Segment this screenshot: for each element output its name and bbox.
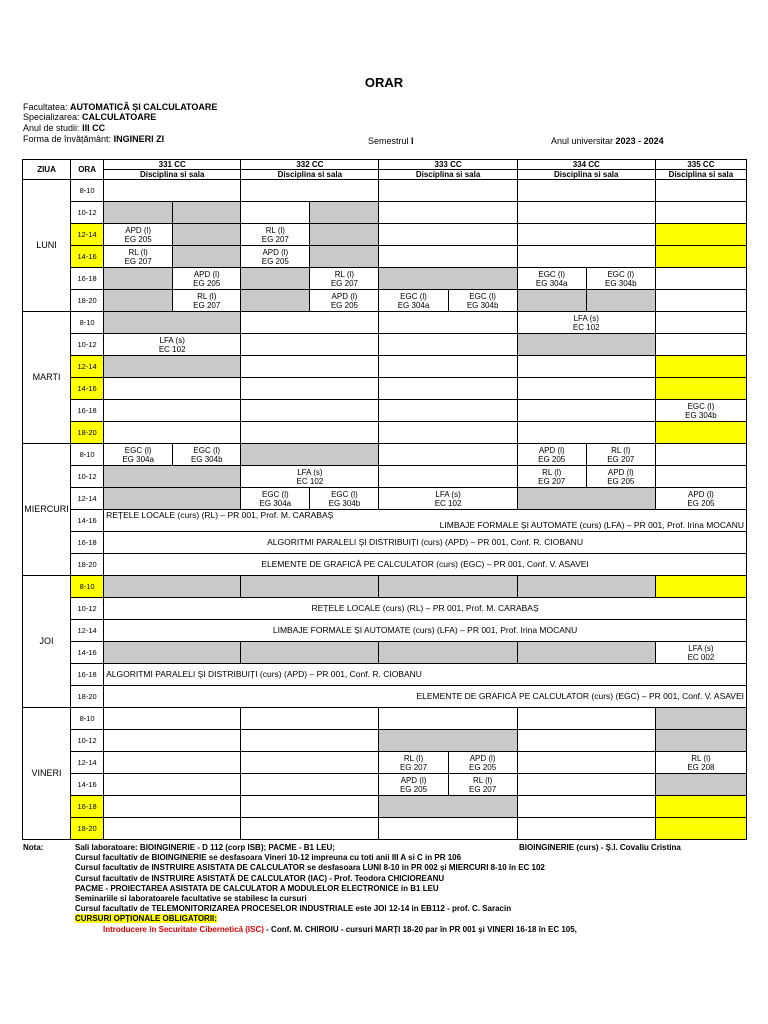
course-split: REȚELE LOCALE (curs) (RL) – PR 001, Prof. M. CARABAȘ LIMBAJE FORMALE ȘI AUTOMATE (curs) (LFA) – PR 001, Prof. Irina MOCANU	[106, 510, 744, 530]
slot-cell: EGC (l) EG 304b	[655, 400, 746, 422]
slot-cell	[517, 422, 655, 444]
slot-cell	[379, 576, 517, 598]
table-row	[23, 312, 747, 334]
slot-cell	[517, 378, 655, 400]
slot-cell	[517, 576, 655, 598]
slot-cell	[517, 708, 655, 730]
note-line: Cursul facultativ de INSTRUIRE ASISTATA DE CALCULATOR se desfasoara LUNI 8-10 in PR 002 și MIERCURI 8-10 în EC 102	[75, 863, 545, 873]
hour-cell: 10-12	[71, 730, 104, 752]
slot-cell	[104, 422, 241, 444]
meta-semestru: Semestrul I	[368, 136, 414, 146]
slot-cell	[517, 642, 655, 664]
header-group: 334 CC	[517, 160, 655, 170]
hour-cell: 18-20	[71, 554, 104, 576]
slot-cell: EGC (l) EG 304a	[241, 488, 310, 510]
slot-cell	[517, 488, 655, 510]
table-row	[23, 818, 747, 840]
slot-cell	[379, 224, 517, 246]
table-row	[23, 532, 747, 554]
course-cell: ALGORITMI PARALELI ȘI DISTRIBUIȚI (curs) (APD) – PR 001, Conf. R. CIOBANU	[104, 664, 747, 686]
header-group: 331 CC	[104, 160, 241, 170]
slot-cell	[586, 290, 655, 312]
slot-cell	[655, 576, 746, 598]
slot-cell	[104, 400, 241, 422]
table-row	[23, 180, 747, 202]
slot-cell	[655, 796, 746, 818]
slot-cell	[655, 730, 746, 752]
slot-cell	[379, 444, 517, 466]
day-label: JOI	[23, 576, 71, 708]
hour-cell: 12-14	[71, 620, 104, 642]
slot-cell	[104, 268, 173, 290]
slot-cell	[104, 818, 241, 840]
slot-cell	[517, 730, 655, 752]
table-row	[23, 554, 747, 576]
slot-cell	[655, 708, 746, 730]
slot-cell: EGC (l) EG 304b	[173, 444, 241, 466]
hour-cell: 10-12	[71, 466, 104, 488]
slot-cell	[379, 334, 517, 356]
slot-cell	[655, 444, 746, 466]
hour-cell: 12-14	[71, 356, 104, 378]
meta-anul: Anul de studii: III CC	[23, 123, 106, 133]
hour-cell: 16-18	[71, 268, 104, 290]
slot-cell	[241, 312, 379, 334]
note-line: Cursul facultativ de INSTRUIRE ASISTATĂ DE CALCULATOR (IAC) - Prof. Teodora CHICIOREANU	[75, 873, 445, 883]
page-title: ORAR	[364, 75, 404, 90]
notes-label: Nota:	[23, 843, 44, 852]
slot-cell: RL (l) EG 207	[173, 290, 241, 312]
slot-cell	[655, 180, 746, 202]
slot-cell: RL (l) EG 207	[310, 268, 379, 290]
slot-cell: APD (l) EG 205	[173, 268, 241, 290]
slot-cell	[104, 312, 241, 334]
slot-cell	[379, 818, 517, 840]
slot-cell	[104, 708, 241, 730]
slot-cell: RL (l) EG 207	[379, 752, 448, 774]
slot-cell	[655, 422, 746, 444]
table-row	[23, 466, 747, 488]
table-row	[23, 290, 747, 312]
slot-cell	[517, 224, 655, 246]
slot-cell	[241, 180, 379, 202]
hour-cell: 10-12	[71, 202, 104, 224]
slot-cell: LFA (s) EC 102	[241, 466, 379, 488]
notes-lines	[75, 843, 715, 935]
slot-cell	[241, 642, 379, 664]
slot-cell	[104, 752, 241, 774]
slot-cell	[173, 224, 241, 246]
table-row	[23, 246, 747, 268]
table-row	[23, 356, 747, 378]
hour-cell: 16-18	[71, 796, 104, 818]
hour-cell: 8-10	[71, 444, 104, 466]
hour-cell: 10-12	[71, 334, 104, 356]
table-row	[23, 444, 747, 466]
notes-right: BIOINGINERIE (curs) - Ș.l. Covaliu Cristina	[519, 843, 681, 852]
optional-title: CURSURI OPȚIONALE OBLIGATORII:	[75, 914, 217, 924]
note-line: Seminariile si laboratoarele facultative se stabilesc la cursuri	[75, 894, 307, 904]
slot-cell	[241, 796, 379, 818]
slot-cell	[241, 334, 379, 356]
day-label: MARTI	[23, 312, 71, 444]
course-cell: ELEMENTE DE GRAFICĂ PE CALCULATOR (curs) (EGC) – PR 001, Conf. V. ASAVEI	[104, 686, 747, 708]
slot-cell	[104, 642, 241, 664]
slot-cell: RL (l) EG 207	[448, 774, 517, 796]
table-row	[23, 686, 747, 708]
hour-cell: 8-10	[71, 708, 104, 730]
hour-cell: 8-10	[71, 180, 104, 202]
note-line: Cursul facultativ de TELEMONITORIZAREA PROCESELOR INDUSTRIALE este JOI 12-14 in EB112 - prof. C. Saracin	[75, 904, 512, 914]
slot-cell	[104, 290, 173, 312]
hour-cell: 18-20	[71, 686, 104, 708]
slot-cell: APD (l) EG 205	[241, 246, 310, 268]
slot-cell	[104, 466, 241, 488]
slot-cell: APD (l) EG 205	[517, 444, 586, 466]
slot-cell	[241, 576, 379, 598]
slot-cell: APD (l) EG 205	[655, 488, 746, 510]
slot-cell	[173, 202, 241, 224]
slot-cell	[241, 774, 379, 796]
course-cell: LIMBAJE FORMALE ȘI AUTOMATE (curs) (LFA) – PR 001, Prof. Irina MOCANU	[104, 620, 747, 642]
header-row-groups	[23, 160, 747, 170]
table-row	[23, 400, 747, 422]
day-label: VINERI	[23, 708, 71, 840]
header-sub: Disciplina si sala	[104, 170, 241, 180]
slot-cell	[517, 180, 655, 202]
slot-cell	[379, 180, 517, 202]
table-row	[23, 334, 747, 356]
slot-cell: LFA (s) EC 102	[517, 312, 655, 334]
table-row	[23, 774, 747, 796]
slot-cell	[517, 818, 655, 840]
slot-cell: APD (l) EG 205	[104, 224, 173, 246]
slot-cell: RL (l) EG 207	[586, 444, 655, 466]
slot-cell	[379, 312, 517, 334]
slot-cell	[241, 818, 379, 840]
slot-cell	[655, 818, 746, 840]
timetable-grid	[22, 159, 747, 840]
slot-cell	[379, 796, 517, 818]
table-row	[23, 488, 747, 510]
slot-cell	[104, 180, 241, 202]
slot-cell	[241, 752, 379, 774]
slot-cell	[517, 246, 655, 268]
slot-cell: APD (l) EG 205	[379, 774, 448, 796]
slot-cell	[655, 356, 746, 378]
slot-cell	[104, 202, 173, 224]
header-sub: Disciplina si sala	[379, 170, 517, 180]
hour-cell: 18-20	[71, 422, 104, 444]
table-row	[23, 664, 747, 686]
slot-cell: RL (l) EG 207	[104, 246, 173, 268]
header-sub: Disciplina si sala	[655, 170, 746, 180]
slot-cell	[104, 356, 241, 378]
table-row	[23, 576, 747, 598]
slot-cell	[655, 774, 746, 796]
hour-cell: 16-18	[71, 532, 104, 554]
hour-cell: 16-18	[71, 664, 104, 686]
table-row	[23, 268, 747, 290]
slot-cell	[655, 466, 746, 488]
slot-cell	[517, 356, 655, 378]
slot-cell	[655, 290, 746, 312]
slot-cell	[655, 334, 746, 356]
slot-cell: EGC (l) EG 304a	[517, 268, 586, 290]
header-group: 332 CC	[241, 160, 379, 170]
slot-cell	[517, 752, 655, 774]
slot-cell	[379, 268, 517, 290]
slot-cell	[379, 642, 517, 664]
slot-cell	[241, 422, 379, 444]
course-cell: ELEMENTE DE GRAFICĂ PE CALCULATOR (curs) (EGC) – PR 001, Conf. V. ASAVEI	[104, 554, 747, 576]
hour-cell: 16-18	[71, 400, 104, 422]
slot-cell	[379, 422, 517, 444]
table-row	[23, 730, 747, 752]
table-row	[23, 752, 747, 774]
slot-cell	[104, 774, 241, 796]
slot-cell	[173, 246, 241, 268]
hour-cell: 14-16	[71, 246, 104, 268]
day-label: MIERCURI	[23, 444, 71, 576]
day-label: LUNI	[23, 180, 71, 312]
table-row	[23, 796, 747, 818]
slot-cell	[104, 730, 241, 752]
meta-specializarea: Specializarea: CALCULATOARE	[23, 112, 157, 122]
slot-cell: EGC (l) EG 304a	[104, 444, 173, 466]
slot-cell	[104, 576, 241, 598]
meta-facultatea: Facultatea: AUTOMATICĂ ȘI CALCULATOARE	[23, 102, 218, 112]
slot-cell	[310, 224, 379, 246]
hour-cell: 18-20	[71, 290, 104, 312]
header-row-sub	[23, 170, 747, 180]
header-ora: ORA	[71, 160, 104, 180]
slot-cell	[517, 334, 655, 356]
slot-cell	[655, 268, 746, 290]
hour-cell: 12-14	[71, 488, 104, 510]
hour-cell: 14-16	[71, 510, 104, 532]
header-sub: Disciplina si sala	[241, 170, 379, 180]
note-line: Sali laboratoare: BIOINGINERIE - D 112 (corp ISB); PACME - B1 LEU;	[75, 843, 335, 852]
meta-anul-universitar: Anul universitar 2023 - 2024	[551, 136, 664, 146]
hour-cell: 14-16	[71, 642, 104, 664]
slot-cell: LFA (s) EC 002	[655, 642, 746, 664]
table-row	[23, 708, 747, 730]
slot-cell	[104, 488, 241, 510]
slot-cell	[517, 796, 655, 818]
table-row	[23, 510, 747, 532]
slot-cell	[517, 202, 655, 224]
course-cell: REȚELE LOCALE (curs) (RL) – PR 001, Prof. M. CARABAȘ	[104, 598, 747, 620]
hour-cell: 8-10	[71, 312, 104, 334]
hour-cell: 10-12	[71, 598, 104, 620]
slot-cell	[104, 796, 241, 818]
slot-cell	[241, 290, 310, 312]
slot-cell	[241, 202, 310, 224]
table-row	[23, 378, 747, 400]
hour-cell: 14-16	[71, 378, 104, 400]
course-cell: ALGORITMI PARALELI ȘI DISTRIBUIȚI (curs) (APD) – PR 001, Conf. R. CIOBANU	[104, 532, 747, 554]
hour-cell: 12-14	[71, 224, 104, 246]
table-row	[23, 224, 747, 246]
slot-cell: EGC (l) EG 304a	[379, 290, 448, 312]
slot-cell: RL (l) EG 207	[517, 466, 586, 488]
slot-cell	[379, 202, 517, 224]
slot-cell	[241, 356, 379, 378]
slot-cell: EGC (l) EG 304b	[310, 488, 379, 510]
header-ziua: ZIUA	[23, 160, 71, 180]
hour-cell: 14-16	[71, 774, 104, 796]
slot-cell	[379, 400, 517, 422]
slot-cell: APD (l) EG 205	[310, 290, 379, 312]
slot-cell	[310, 202, 379, 224]
slot-cell: EGC (l) EG 304b	[586, 268, 655, 290]
note-line: PACME - PROIECTAREA ASISTATA DE CALCULATOR A MODULELOR ELECTRONICE in B1 LEU	[75, 883, 439, 893]
slot-cell	[517, 400, 655, 422]
header-group: 335 CC	[655, 160, 746, 170]
note-line: Cursul facultativ de BIOINGINERIE se desfasoara Vineri 10-12 impreuna cu toti anii III A si C in PR 106	[75, 853, 462, 863]
slot-cell	[241, 378, 379, 400]
slot-cell: APD (l) EG 205	[586, 466, 655, 488]
hour-cell: 12-14	[71, 752, 104, 774]
slot-cell	[517, 290, 586, 312]
table-row	[23, 598, 747, 620]
slot-cell	[241, 268, 310, 290]
slot-cell	[379, 466, 517, 488]
table-row	[23, 620, 747, 642]
course-cell	[104, 510, 747, 532]
table-row	[23, 422, 747, 444]
slot-cell	[655, 378, 746, 400]
hour-cell: 8-10	[71, 576, 104, 598]
table-row	[23, 202, 747, 224]
slot-cell: LFA (s) EC 102	[379, 488, 517, 510]
slot-cell	[104, 378, 241, 400]
slot-cell	[655, 312, 746, 334]
header-group: 333 CC	[379, 160, 517, 170]
slot-cell	[241, 444, 379, 466]
slot-cell: APD (l) EG 205	[448, 752, 517, 774]
slot-cell	[379, 730, 517, 752]
meta-forma: Forma de învățământ: INGINERI ZI	[23, 134, 165, 144]
slot-cell	[517, 774, 655, 796]
slot-cell	[655, 224, 746, 246]
slot-cell	[310, 246, 379, 268]
slot-cell	[379, 246, 517, 268]
slot-cell: RL (l) EG 207	[241, 224, 310, 246]
table-row	[23, 642, 747, 664]
slot-cell	[241, 400, 379, 422]
slot-cell	[655, 202, 746, 224]
slot-cell	[379, 378, 517, 400]
slot-cell	[241, 730, 379, 752]
slot-cell	[241, 708, 379, 730]
slot-cell: EGC (l) EG 304b	[448, 290, 517, 312]
optional-course: Introducere în Securitate Cibernetică (ISC) - Conf. M. CHIROIU - cursuri MARȚI 18-20 par în PR 001 și VINERI 16-18 în EC 105,	[103, 924, 577, 934]
slot-cell: RL (l) EG 208	[655, 752, 746, 774]
slot-cell	[379, 356, 517, 378]
slot-cell	[655, 246, 746, 268]
slot-cell	[379, 708, 517, 730]
hour-cell: 18-20	[71, 818, 104, 840]
slot-cell: LFA (s) EC 102	[104, 334, 241, 356]
header-sub: Disciplina si sala	[517, 170, 655, 180]
